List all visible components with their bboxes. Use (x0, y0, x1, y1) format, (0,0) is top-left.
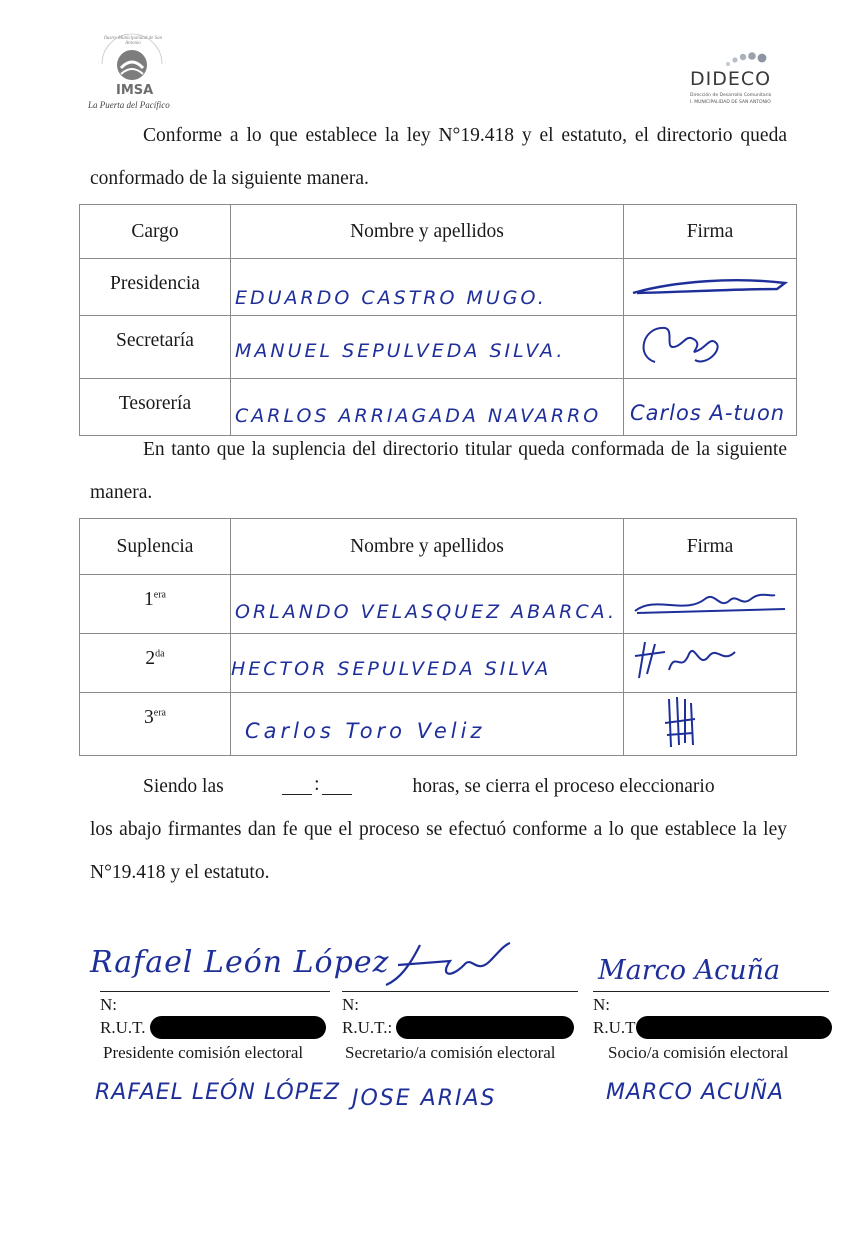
table-row (80, 379, 797, 436)
signature-mark (625, 634, 795, 686)
ordinal-number: 2 (145, 648, 156, 669)
redaction-bar-3 (636, 1016, 832, 1039)
y-connector (773, 765, 787, 808)
imsa-arc-text: Ilustre Municipalidad de San Antonio (103, 36, 163, 46)
nombre-cell (231, 575, 624, 634)
suplencia-table (79, 518, 797, 756)
signature-mark (625, 259, 795, 309)
handwritten-name: ORLANDO VELASQUEZ ABARCA. (235, 601, 618, 623)
header-nombre: Nombre y apellidos (231, 205, 624, 259)
signature-line-1 (100, 991, 330, 992)
dideco-name: DIDECO (690, 68, 772, 90)
n-label-2: N: (342, 995, 359, 1014)
ordinal-cell (80, 693, 231, 756)
nombre-cell (231, 316, 624, 379)
cargo-cell: Secretaría (80, 316, 231, 379)
firma-cell (624, 634, 797, 693)
directorio-header-row (80, 205, 797, 259)
header-firma: Firma (624, 519, 797, 575)
rut-label-1: R.U.T. (100, 1018, 146, 1037)
handwritten-name: HECTOR SEPULVEDA SILVA (231, 658, 552, 680)
suplencia-header-row (80, 519, 797, 575)
redaction-bar-1 (150, 1016, 326, 1039)
imsa-tagline: La Puerta del Pacífico (88, 100, 170, 110)
nombre-cell (231, 259, 624, 316)
nombre-cell (231, 379, 624, 436)
rut-label-2: R.U.T.: (342, 1018, 393, 1037)
handwritten-name: MANUEL SEPULVEDA SILVA. (235, 340, 566, 362)
n-label-1: N: (100, 995, 117, 1014)
dideco-logo (676, 46, 796, 111)
closing-text-1: Siendo las (143, 776, 224, 797)
signature-line-3 (593, 991, 829, 992)
nombre-cell (231, 693, 624, 756)
header-firma: Firma (624, 205, 797, 259)
handwritten-name: CARLOS ARRIAGADA NAVARRO (235, 405, 602, 427)
ordinal-number: 1 (144, 589, 154, 610)
signature-mark (625, 575, 795, 627)
imsa-name: IMSA (116, 83, 154, 98)
table-row (80, 316, 797, 379)
signature-mark (625, 693, 795, 749)
script-signature-3: Marco Acuña (598, 955, 781, 986)
firma-cell (624, 379, 797, 436)
handwritten-name: EDUARDO CASTRO MUGO. (235, 287, 547, 309)
dideco-line1: Dirección de Desarrollo Comunitario (690, 93, 772, 98)
ordinal-suffix: era (153, 589, 166, 601)
header-nombre: Nombre y apellidos (231, 519, 624, 575)
closing-text-3: los abajo firmantes dan fe que el proceso se efectuó conforme a lo que establece la ley N°19.418 y el estatuto. (90, 819, 787, 883)
firma-cell (624, 316, 797, 379)
firma-cell (624, 693, 797, 756)
redaction-bar-2 (396, 1016, 574, 1039)
ordinal-cell (80, 634, 231, 693)
dideco-line2: I. MUNICIPALIDAD DE SAN ANTONIO (690, 100, 771, 105)
ordinal-cell (80, 575, 231, 634)
printed-name-3: MARCO ACUÑA (606, 1080, 785, 1105)
role-label-3: Socio/a comisión electoral (608, 1043, 789, 1062)
printed-name-1: RAFAEL LEÓN LÓPEZ (95, 1080, 340, 1105)
cargo-cell: Presidencia (80, 259, 231, 316)
handwritten-signature: Carlos A-tuon (630, 401, 786, 425)
suplencia-paragraph: En tanto que la suplencia del directorio titular queda conformada de la siguiente manera. (90, 439, 787, 503)
signature-mark (625, 316, 795, 372)
role-label-1: Presidente comisión electoral (103, 1043, 304, 1062)
closing-first-line (90, 765, 787, 808)
nombre-cell (231, 634, 624, 693)
printed-name-2: JOSE ARIAS (352, 1086, 497, 1111)
ordinal-suffix: era (153, 707, 166, 719)
header-cargo: Cargo (80, 205, 231, 259)
header-suplencia: Suplencia (80, 519, 231, 575)
intro-paragraph: Conforme a lo que establece la ley N°19.418 y el estatuto, el directorio queda conformado de la siguiente manera. (90, 125, 787, 189)
imsa-logo (88, 30, 188, 115)
time-blank: : (282, 765, 354, 808)
cargo-cell: Tesorería (80, 379, 231, 436)
ordinal-suffix: da (155, 648, 165, 660)
table-row (80, 575, 797, 634)
table-row (80, 259, 797, 316)
table-row (80, 634, 797, 693)
rut-label-3: R.U.T (593, 1018, 636, 1037)
script-signature-2 (380, 935, 530, 995)
role-label-2: Secretario/a comisión electoral (345, 1043, 556, 1062)
directorio-table (79, 204, 797, 436)
script-signature-1: Rafael León López (90, 945, 390, 980)
firma-cell (624, 575, 797, 634)
n-label-3: N: (593, 995, 610, 1014)
signature-line-2 (342, 991, 578, 992)
closing-paragraph (90, 765, 787, 894)
table-row (80, 693, 797, 756)
closing-text-2: horas, se cierra el proceso eleccionario (412, 776, 715, 797)
ordinal-number: 3 (144, 707, 154, 728)
handwritten-name: Carlos Toro Veliz (245, 719, 486, 743)
firma-cell (624, 259, 797, 316)
